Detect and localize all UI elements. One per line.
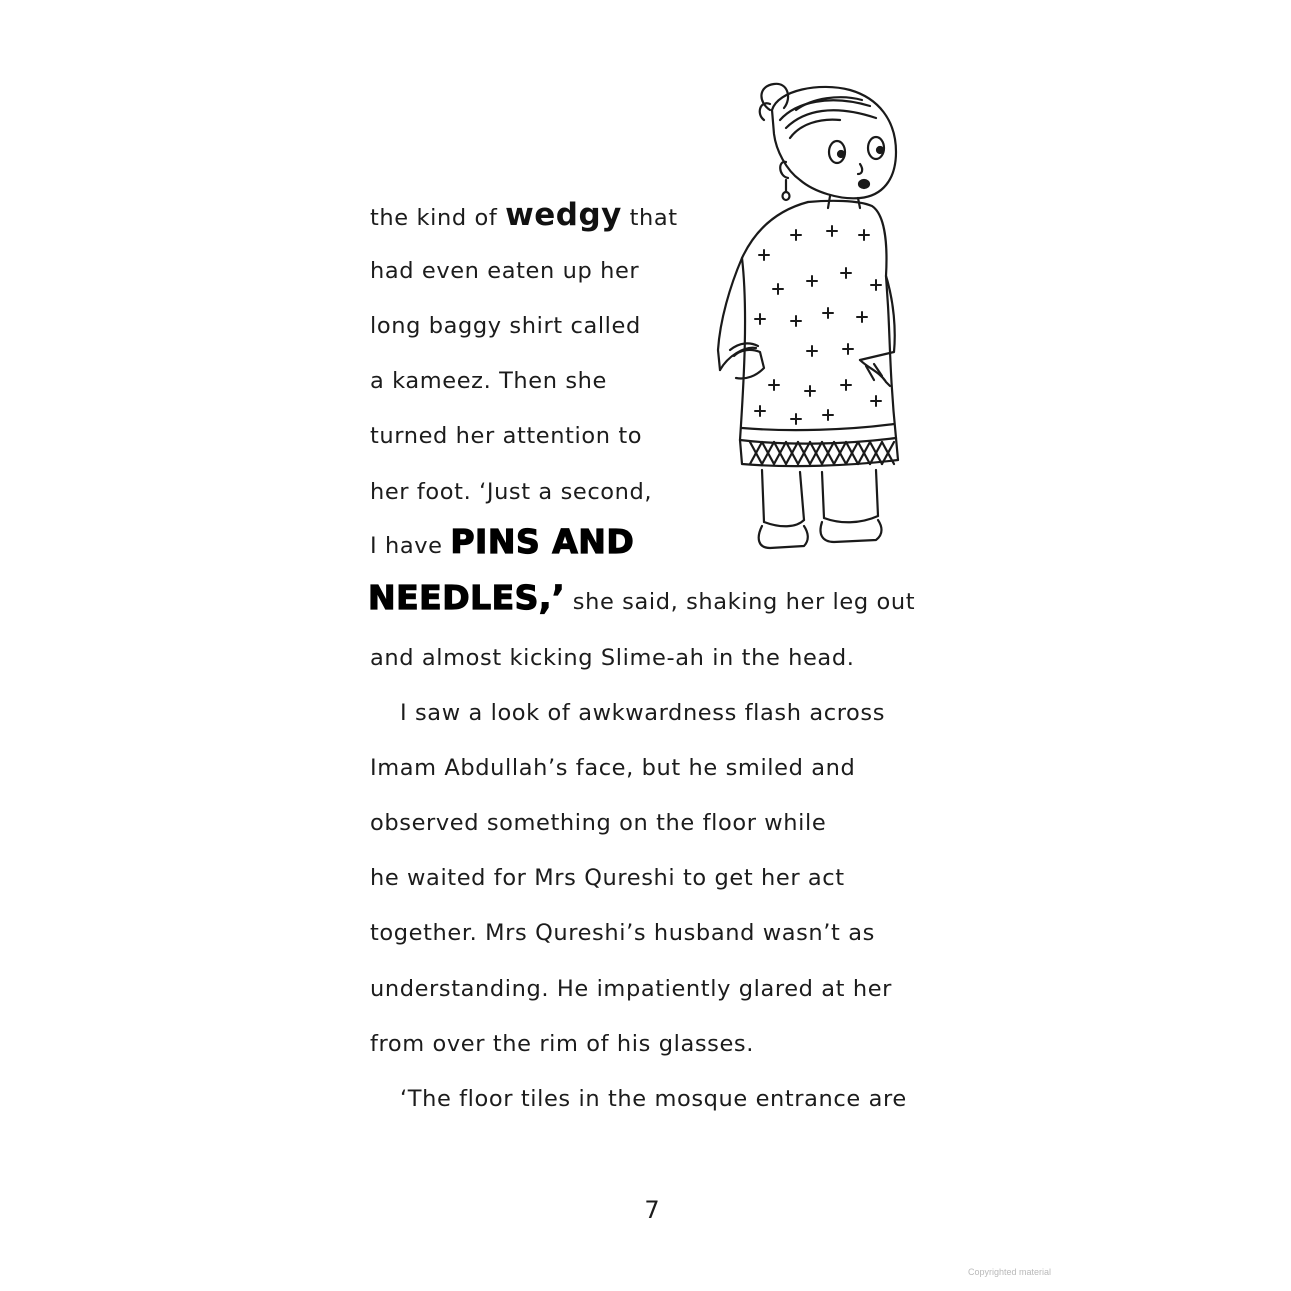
text-line-11: Imam Abdullah’s face, but he smiled and [370,755,856,781]
text-line-12: observed something on the floor while [370,810,827,836]
text-line-10: I saw a look of awkwardness flash across [400,700,886,726]
emphasis-pins-and: PINS AND [450,522,635,561]
text-line-17: ‘The floor tiles in the mosque entrance are [400,1086,907,1112]
text-line-7: I have PINS AND [370,522,635,561]
text-line-13: he waited for Mrs Qureshi to get her act [370,865,845,891]
text-line-6: her foot. ‘Just a second, [370,479,653,505]
text-line-1: the kind of wedgy that [370,197,678,233]
copyright-watermark: Copyrighted material [968,1267,1052,1277]
text-line-2: had even eaten up her [370,258,640,284]
emphasis-wedgy: wedgy [505,197,622,233]
page-number: 7 [644,1196,660,1224]
text-line-9: and almost kicking Slime-ah in the head. [370,645,855,671]
text-line-4: a kameez. Then she [370,368,607,394]
mrs-qureshi-illustration [700,80,920,560]
text-line-5: turned her attention to [370,423,643,449]
text-line-15: understanding. He impatiently glared at her [370,976,893,1002]
text-line-14: together. Mrs Qureshi’s husband wasn’t as [370,920,875,946]
emphasis-needles: NEEDLES,’ [368,578,566,617]
text-line-16: from over the rim of his glasses. [370,1031,754,1057]
text-line-3: long baggy shirt called [370,313,641,339]
text-line-8: NEEDLES,’ she said, shaking her leg out [368,578,916,617]
